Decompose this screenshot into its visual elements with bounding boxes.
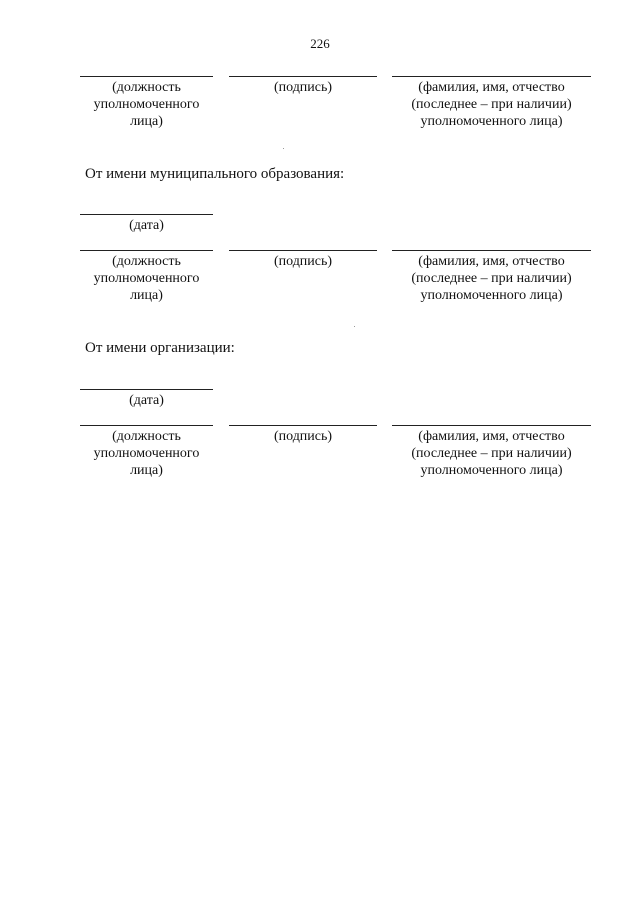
position-line xyxy=(80,76,213,77)
signature-caption: (подпись) xyxy=(273,254,333,269)
organization-date-field xyxy=(80,389,213,409)
full-name-field xyxy=(392,76,591,130)
signature-field xyxy=(229,250,377,270)
scan-speck xyxy=(354,326,355,327)
full-name-caption: (фамилия, имя, отчество (последнее – при наличии) уполномоченного лица) xyxy=(411,254,572,303)
position-field xyxy=(80,425,213,479)
full-name-line xyxy=(392,425,591,426)
signature-line xyxy=(229,250,377,251)
date-line xyxy=(80,214,213,215)
full-name-field xyxy=(392,425,591,479)
date-caption: (дата) xyxy=(129,393,164,408)
signature-row xyxy=(0,425,640,495)
signature-field xyxy=(229,425,377,445)
scan-speck xyxy=(283,148,284,149)
position-line xyxy=(80,425,213,426)
signature-row xyxy=(0,76,640,146)
signature-caption: (подпись) xyxy=(273,429,333,444)
full-name-caption: (фамилия, имя, отчество (последнее – при наличии) уполномоченного лица) xyxy=(411,80,572,129)
municipality-heading: От имени муниципального образования: xyxy=(85,166,345,182)
position-caption: (должность уполномоченного лица) xyxy=(93,254,200,303)
signature-row xyxy=(0,250,640,320)
date-line xyxy=(80,389,213,390)
position-field xyxy=(80,76,213,130)
signature-field xyxy=(229,76,377,96)
municipality-date-field xyxy=(80,214,213,234)
signature-caption: (подпись) xyxy=(273,80,333,95)
organization-heading: От имени организации: xyxy=(85,340,235,356)
full-name-line xyxy=(392,250,591,251)
full-name-caption: (фамилия, имя, отчество (последнее – при наличии) уполномоченного лица) xyxy=(411,429,572,478)
full-name-field xyxy=(392,250,591,304)
signature-line xyxy=(229,76,377,77)
signature-line xyxy=(229,425,377,426)
page-number: 226 xyxy=(310,36,330,51)
position-line xyxy=(80,250,213,251)
position-caption: (должность уполномоченного лица) xyxy=(93,429,200,478)
date-caption: (дата) xyxy=(129,218,164,233)
full-name-line xyxy=(392,76,591,77)
position-field xyxy=(80,250,213,304)
position-caption: (должность уполномоченного лица) xyxy=(93,80,200,129)
